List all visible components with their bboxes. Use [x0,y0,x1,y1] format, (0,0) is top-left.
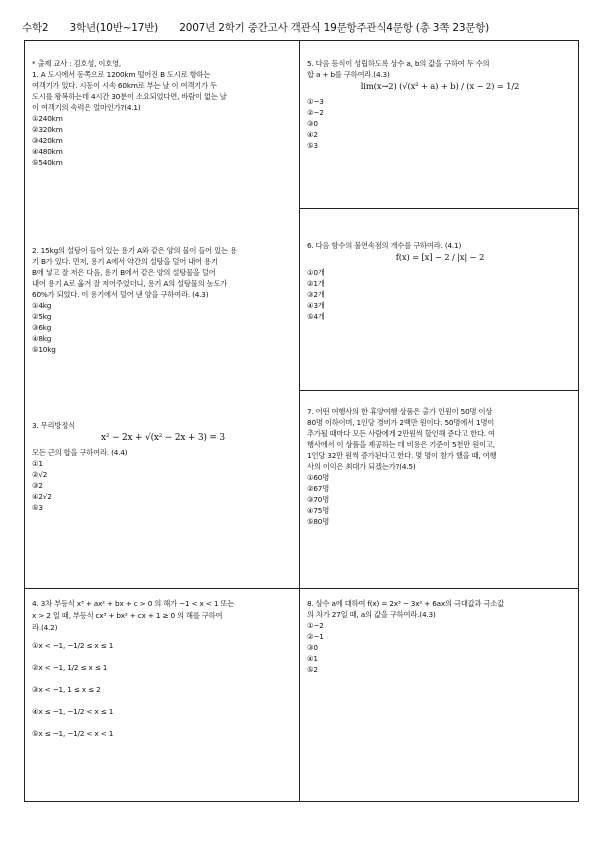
q4-line-1: 4. 3차 부등식 x³ + ax² + bx + c > 0 의 해가 −1 < x < 1 또는 [32,599,235,608]
q5-option-5[interactable]: ⑤3 [307,141,318,150]
q7-option-3[interactable]: ③70명 [307,495,330,504]
q3-option-1[interactable]: ①1 [32,459,43,468]
q4-option-4[interactable]: ④x ≤ −1, −1/2 < x ≤ 1 [32,707,114,716]
q5-line-2: 합 a + b를 구하여라.(4.3) [307,70,390,79]
q4-option-2[interactable]: ②x < −1, 1/2 ≤ x ≤ 1 [32,663,108,672]
q2-option-5[interactable]: ⑤10kg [32,345,56,354]
q2-line-2: 기 B가 있다. 먼저, 용기 A에서 약간의 설탕을 덜어 내어 용기 [32,257,218,266]
q5-option-1[interactable]: ①−3 [307,97,324,106]
q6-line-1: 6. 다음 함수의 불연속점의 개수를 구하여라. (4.1) [307,241,462,250]
q5-option-2[interactable]: ②−2 [307,108,324,117]
question-5 [307,58,573,151]
q6-option-3[interactable]: ③2개 [307,290,325,299]
q5-line-1: 5. 다음 등식이 성립하도록 상수 a, b의 값을 구하여 두 수의 [307,59,490,68]
subject-label: 수학2 [22,22,49,34]
q3-line-1: 3. 무리방정식 [32,421,75,430]
q8-line-2: 의 차가 27일 때, a의 값을 구하여라.(4.3) [307,610,436,619]
q1-option-5[interactable]: ⑤540km [32,158,63,167]
q1-line-3: 도시를 왕복하는데 4시간 30분이 소요되었다면, 바람이 없는 날 [32,92,227,101]
question-4 [32,598,294,740]
q4-option-5[interactable]: ⑤x ≤ −1, −1/2 < x < 1 [32,729,114,738]
q2-option-3[interactable]: ③6kg [32,323,52,332]
q7-option-2[interactable]: ②67명 [307,484,330,493]
q4-option-1[interactable]: ①x < −1, −1/2 ≤ x ≤ 1 [32,641,114,650]
q2-option-2[interactable]: ②5kg [32,312,52,321]
q3-option-3[interactable]: ③2 [32,481,43,490]
q8-option-4[interactable]: ④1 [307,654,318,663]
q7-line-2: 80명 이하이며, 1인당 경비가 2백만 원이다. 50명에서 1명이 [307,418,495,427]
q1-line-2: 여객기가 있다. 시동이 시속 60km로 부는 날 이 여객기가 두 [32,81,217,90]
q5-option-4[interactable]: ④2 [307,130,318,139]
q1-option-1[interactable]: ①240km [32,114,63,123]
question-8 [307,598,573,675]
q2-line-5: 60%가 되었다. 이 용기에서 덜어 낸 양을 구하여라. (4.3) [32,290,209,299]
q6-option-5[interactable]: ⑤4개 [307,312,325,321]
q8-option-5[interactable]: ⑤2 [307,665,318,674]
q6-option-2[interactable]: ②1개 [307,279,325,288]
q1-option-4[interactable]: ④480km [32,147,63,156]
q2-line-4: 내어 용기 A로 옮겨 잘 저어주었더니, 용기 A의 설탕물의 농도가 [32,279,228,288]
grade-label: 3학년(10반~17반) [69,22,159,34]
right-separator-2 [299,390,579,391]
q7-option-5[interactable]: ⑤80명 [307,517,330,526]
teacher-line: * 출제 교사 : 김호성, 이호영, [32,59,122,68]
q4-option-3[interactable]: ③x < −1, 1 ≤ x ≤ 2 [32,685,101,694]
right-separator-3 [299,588,579,589]
q7-line-1: 7. 어떤 여행사의 한 휴양여행 상품은 출가 인원이 50명 이상 [307,407,493,416]
q3-option-2[interactable]: ②√2 [32,470,48,479]
q1-option-3[interactable]: ③420km [32,136,63,145]
exam-title: 2007년 2학기 중간고사 객관식 19문항주관식4문항 (총 3쪽 23문항) [179,22,490,34]
q2-option-4[interactable]: ④8kg [32,334,52,343]
q8-line-1: 8. 삼수 a에 대하여 f(x) = 2x³ − 3x² + 6ax의 극대값과 극소값 [307,599,505,608]
q2-line-1: 2. 15kg의 설탕이 들어 있는 용기 A와 같은 양의 물이 들어 있는 용 [32,246,237,255]
question-2 [32,245,294,355]
q7-option-1[interactable]: ①60명 [307,473,330,482]
q7-line-3: 추가될 때마다 모든 사람에게 2만원씩 할인해 준다고 한다. 여 [307,429,495,438]
q3-option-5[interactable]: ⑤3 [32,503,43,512]
exam-header [22,20,582,36]
right-separator-1 [299,208,579,209]
q8-option-1[interactable]: ①−2 [307,621,324,630]
q3-formula: x² − 2x + √(x² − 2x + 3) = 3 [101,433,225,443]
q4-line-2: x > 2 일 때, 부등식 cx³ + bx² + cx + 1 ≥ 0 의 해를 구하여 [32,611,223,620]
question-1 [32,58,294,168]
q1-line-4: 이 여객기의 속력은 얼마인가?(4.1) [32,103,141,112]
q5-option-3[interactable]: ③0 [307,119,318,128]
q2-option-1[interactable]: ①4kg [32,301,52,310]
q6-option-4[interactable]: ④3개 [307,301,325,310]
q7-line-4: 행사에서 이 상품을 제공하는 데 비용은 기준이 5천만 원이고, [307,440,495,449]
question-7 [307,406,573,527]
q1-line-1: 1. A 도시에서 동쪽으로 1200km 떨어진 B 도시로 항하는 [32,70,211,79]
q7-option-4[interactable]: ④75명 [307,506,330,515]
q7-line-6: 사의 이익은 최대가 되겠는가?(4.5) [307,462,416,471]
q3-after: 모든 근의 합을 구하여라. (4.4) [32,448,128,457]
q1-option-2[interactable]: ②320km [32,125,63,134]
q8-option-3[interactable]: ③0 [307,643,318,652]
q2-line-3: B에 넣고 잘 저은 다음, 용기 B에서 같은 양의 설탕물을 덜어 [32,268,216,277]
q4-line-3: 라.(4.2) [32,623,58,632]
q5-formula: lim(x→2) (√(x² + a) + b) / (x − 2) = 1/2 [360,82,520,92]
column-divider [299,40,300,802]
q6-option-1[interactable]: ①0개 [307,268,325,277]
question-3 [32,420,294,513]
question-6 [307,240,573,322]
q7-line-5: 1인당 32만 원씩 증가된다고 한다. 몇 명이 참가 했을 때, 여행 [307,451,497,460]
q8-option-2[interactable]: ②−1 [307,632,324,641]
q3-option-4[interactable]: ④2√2 [32,492,52,501]
left-separator [24,588,299,589]
q6-formula: f(x) = [x] − 2 / |x| − 2 [395,253,485,263]
